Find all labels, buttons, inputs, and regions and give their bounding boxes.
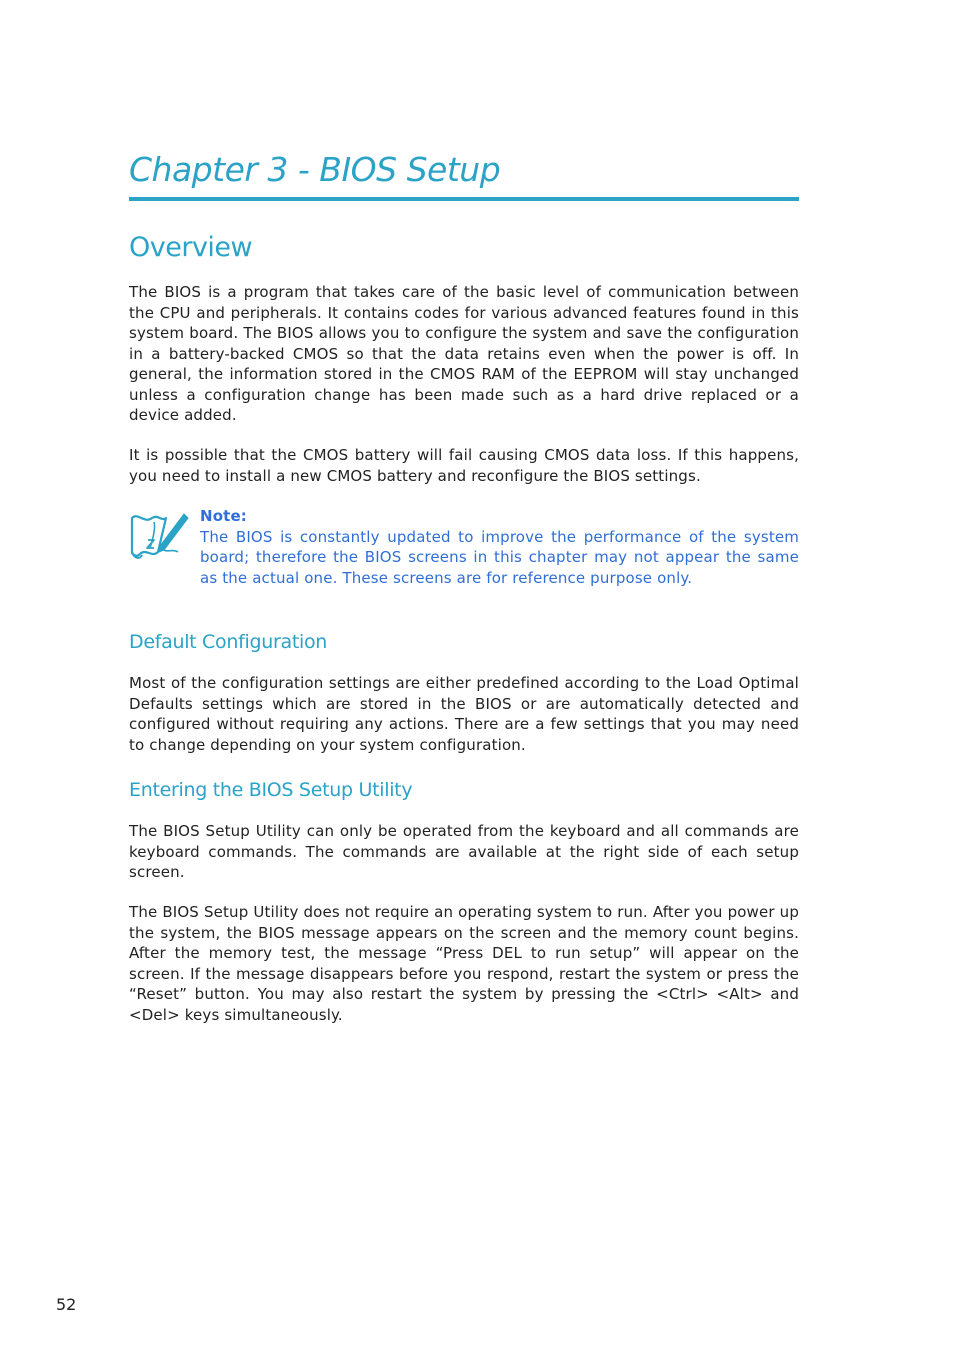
section-heading-default-configuration: Default Configuration bbox=[129, 631, 328, 653]
page-number: 52 bbox=[56, 1295, 77, 1314]
note-scroll-pen-icon bbox=[128, 508, 192, 564]
note-label: Note: bbox=[200, 507, 247, 525]
chapter-title-rule bbox=[129, 197, 799, 201]
overview-paragraph-1: The BIOS is a program that takes care of the basic level of communication between the CPU and peripherals. It contains codes for various advanced features found in this system board. The BIOS allows you to configure the system and save the configuration in a battery-backed CMOS so that the data retains even when the power is off. In general, the information stored in the CMOS RAM of the EEPROM will stay unchanged unless a configuration change has been made such as a hard drive replaced or a device added. bbox=[129, 283, 799, 424]
entering-paragraph-1: The BIOS Setup Utility can only be operated from the keyboard and all commands are keyboard commands. The commands are available at the right side of each setup screen. bbox=[129, 822, 799, 881]
section-heading-overview: Overview bbox=[129, 232, 253, 263]
note-text: The BIOS is constantly updated to improve the performance of the system board; therefore the BIOS screens in this chapter may not appear the same as the actual one. These screens are for reference purpose only. bbox=[200, 527, 799, 587]
note-box bbox=[200, 506, 799, 588]
chapter-title: Chapter 3 - BIOS Setup bbox=[129, 150, 501, 189]
entering-paragraph-2: The BIOS Setup Utility does not require an operating system to run. After you power up the system, the BIOS message appears on the screen and the memory count begins. After the memory test, the message “Press DEL to run setup” will appear on the screen. If the message disappears before you respond, restart the system or press the “Reset” button. You may also restart the system by pressing the <Ctrl> <Alt> and <Del> keys simultaneously. bbox=[129, 903, 799, 1024]
section-heading-entering-bios: Entering the BIOS Setup Utility bbox=[129, 779, 413, 801]
default-configuration-paragraph: Most of the configuration settings are either predefined according to the Load Optimal Defaults settings which are stored in the BIOS or are automatically detected and configured without requiring any actions. There are a few settings that you may need to change depending on your system configuration. bbox=[129, 674, 799, 754]
overview-paragraph-2: It is possible that the CMOS battery will fail causing CMOS data loss. If this happens, you need to install a new CMOS battery and reconfigure the BIOS settings. bbox=[129, 446, 799, 485]
